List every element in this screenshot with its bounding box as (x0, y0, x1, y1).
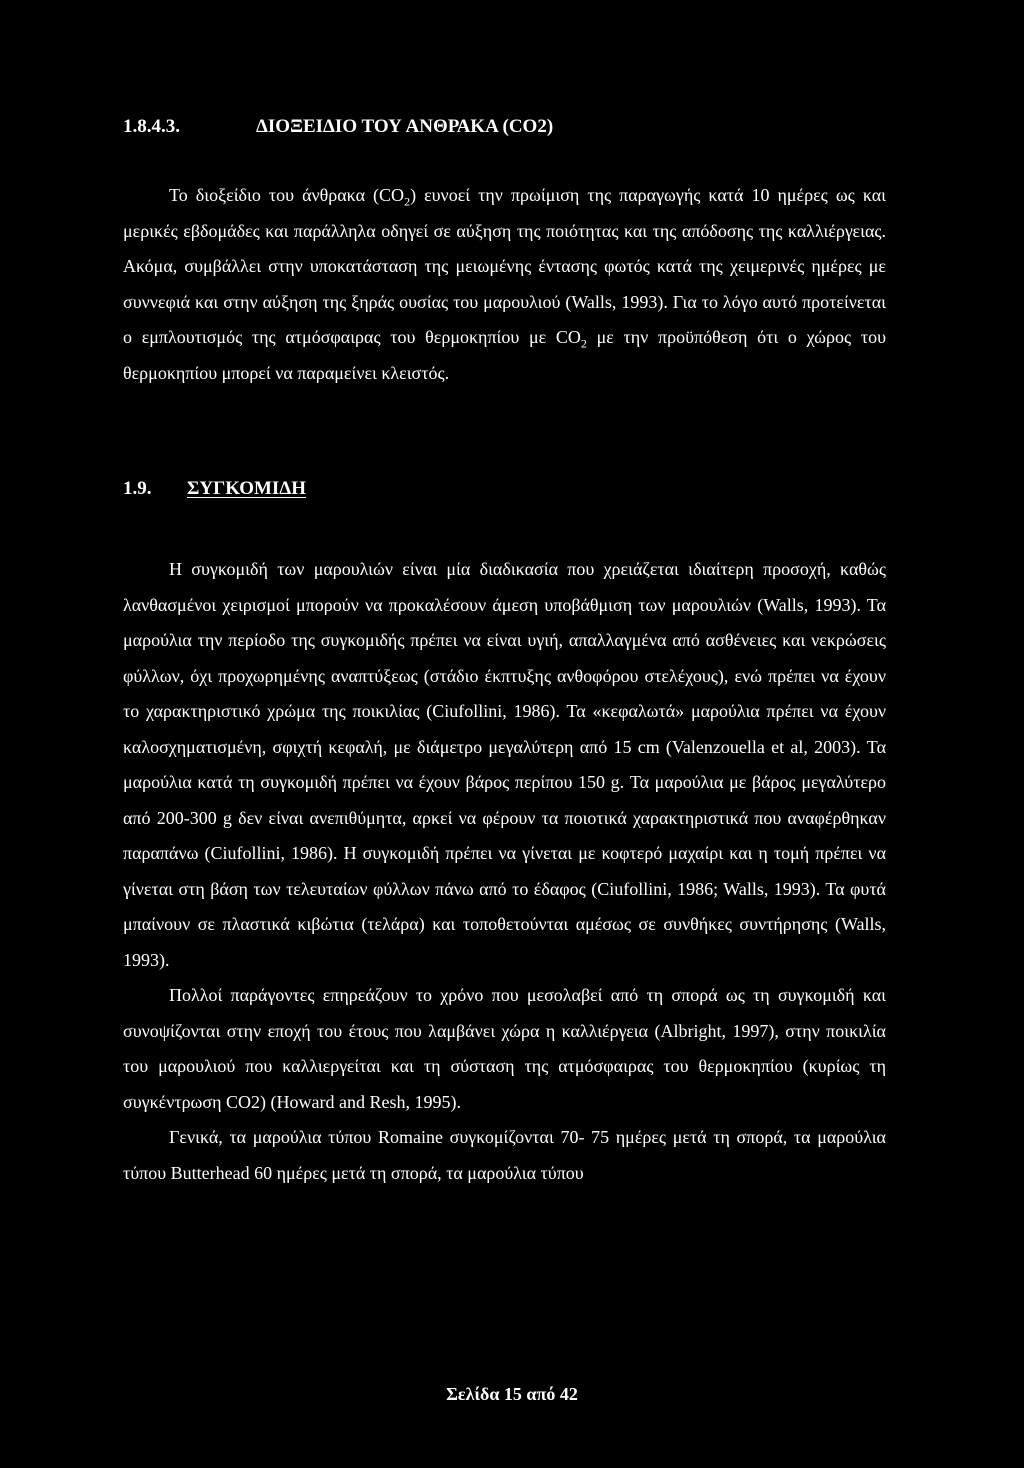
text-run: Το διοξείδιο του άνθρακα (CO (169, 185, 405, 205)
section-number: 1.8.4.3. (123, 116, 180, 137)
page-number-footer: Σελίδα 15 από 42 (446, 1384, 578, 1404)
paragraph-harvest-1: Η συγκομιδή των μαρουλιών είναι μία διαδικασία που χρειάζεται ιδιαίτερη προσοχή, καθώς λανθασμένοι χειρισμοί μπορούν να προκαλέσουν άμεση υποβάθμιση των μαρουλιών (Walls, 1993). Τα μαρούλια την περίοδο της συγκομιδής πρέπει να είναι υγιή, απαλλαγμένα από ασθένειες και νεκρώσεις φύλλων, όχι προχωρημένης αναπτύξεως (στάδιο έκπτυξης ανθοφόρου στελέχους), ενώ πρέπει να έχουν το χαρακτηριστικό χρώμα της ποικιλίας (Ciufollini, 1986). Τα «κεφαλωτά» μαρούλια πρέπει να έχουν καλοσχηματισμένη, σφιχτή κεφαλή, με διάμετρο μεγαλύτερη από 15 cm (Valenzouella et al, 2003). Τα μαρούλια κατά τη συγκομιδή πρέπει να έχουν βάρος περίπου 150 g. Τα μαρούλια με βάρος μεγαλύτερο από 200-300 g δεν είναι ανεπιθύμητα, αρκεί να φέρουν τα ποιοτικά χαρακτηριστικά που αναφέρθηκαν παραπάνω (Ciufollini, 1986). Η συγκομιδή πρέπει να γίνεται με κοφτερό μαχαίρι και η τομή πρέπει να γίνεται στη βάση των τελευταίων φύλλων πάνω από το έδαφος (Ciufollini, 1986; Walls, 1993). Τα φυτά μπαίνουν σε πλαστικά κιβώτια (τελάρα) και τοποθετούνται αμέσως σε συνθήκες συντήρησης (Walls, 1993). (123, 559, 886, 970)
section-heading-harvest (123, 478, 306, 500)
subscript: 2 (580, 336, 587, 351)
section-heading-co2 (123, 116, 554, 138)
text-run: με την προϋπόθεση ότι ο χώρος του θερμοκηπίου μπορεί να παραμείνει κλειστός. (123, 327, 886, 383)
subscript: 2 (404, 194, 411, 209)
section-title: ΣΥΓΚΟΜΙΔΗ (187, 478, 306, 499)
paragraph-harvest-2: Πολλοί παράγοντες επηρεάζουν το χρόνο που μεσολαβεί από τη σπορά ως τη συγκομιδή και συνοψίζονται στην εποχή του έτους που λαμβάνει χώρα η καλλιέργεια (Albright, 1997), στην ποικιλία του μαρουλιού που καλλιεργείται και τη σύσταση της ατμόσφαιρας του θερμοκηπίου (κυρίως τη συγκέντρωση CO2) (Howard and Resh, 1995). (123, 985, 886, 1112)
section-title: ΔΙΟΞΕΙΔΙΟ ΤΟΥ ΑΝΘΡΑΚΑ (CO2) (256, 116, 554, 137)
text-run: ) ευνοεί την πρωίμιση της παραγωγής κατά 10 ημέρες ως και μερικές εβδομάδες και παράλληλα οδηγεί σε αύξηση της ποιότητας και της απόδοσης της καλλιέργειας. Ακόμα, συμβάλλει στην υποκατάσταση της μειωμένης έντασης φωτός κατά της χειμερινές ημέρες με συννεφιά και στην αύξηση της ξηράς ουσίας του μαρουλιού (Walls, 1993). Για το λόγο αυτό προτείνεται ο εμπλουτισμός της ατμόσφαιρας του θερμοκηπίου με CO (123, 185, 887, 347)
paragraph-co2 (123, 178, 886, 391)
section-number: 1.9. (123, 478, 152, 499)
paragraph-harvest-3: Γενικά, τα μαρούλια τύπου Romaine συγκομίζονται 70- 75 ημέρες μετά τη σπορά, τα μαρούλια τύπου Butterhead 60 ημέρες μετά τη σπορά, τα μαρούλια τύπου (123, 1127, 886, 1183)
